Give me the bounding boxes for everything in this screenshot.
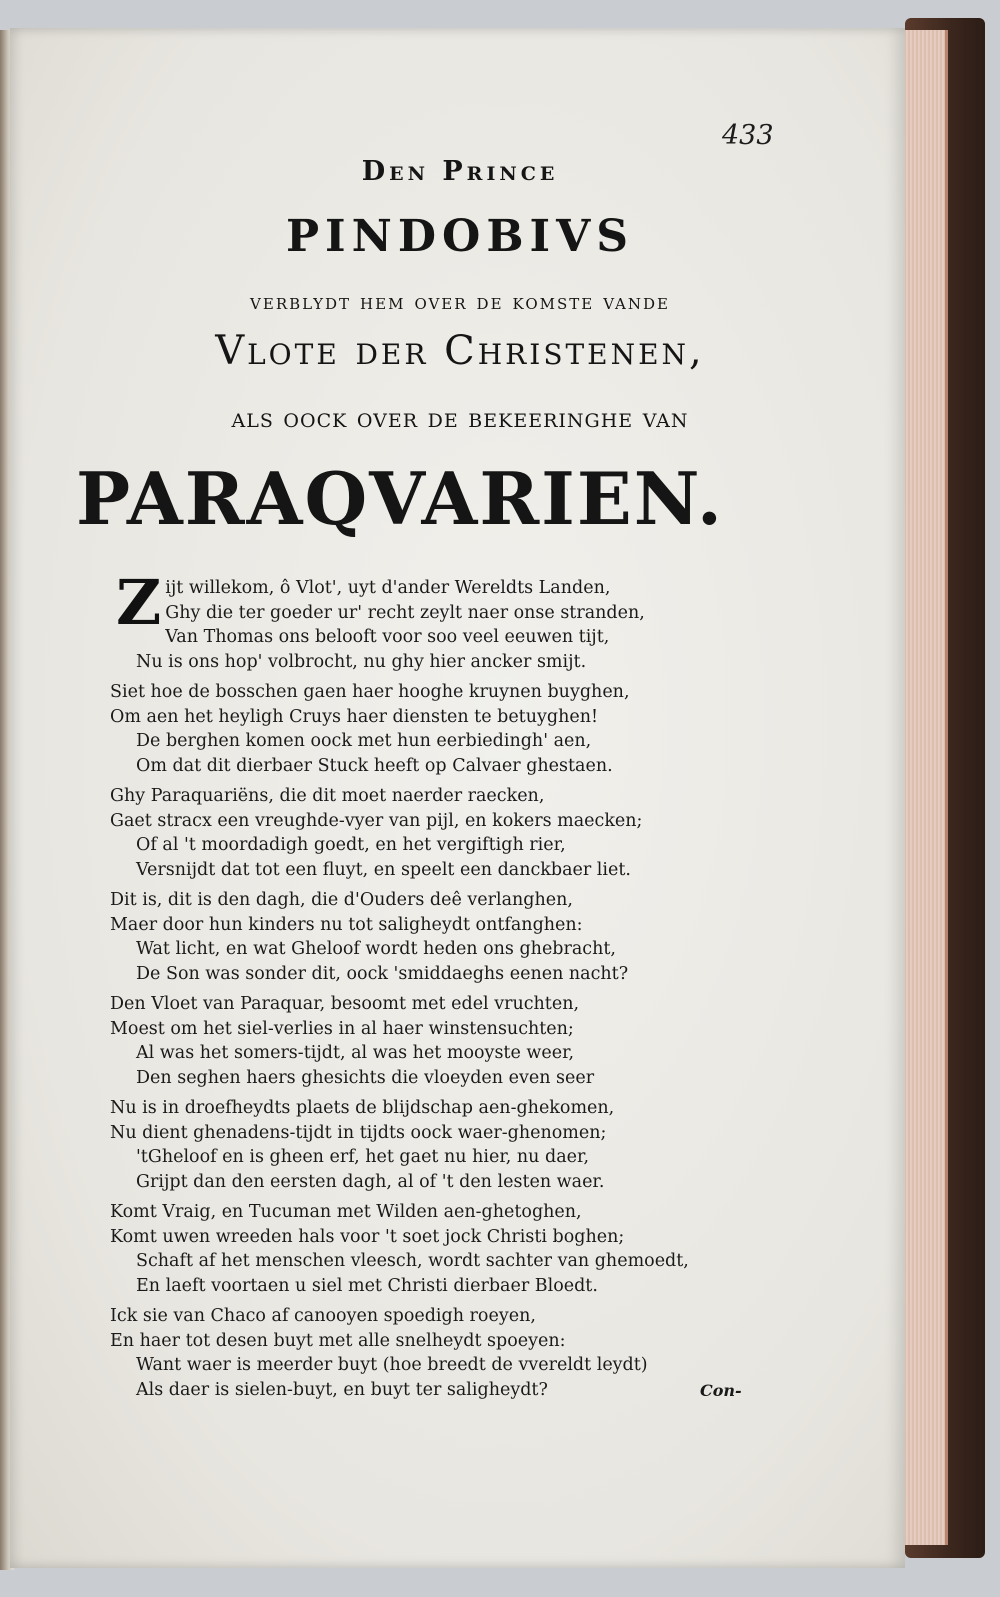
poem-line: Ghy die ter goeder ur' recht zeylt naer onse stranden, <box>165 602 645 623</box>
poem-line: Den seghen haers ghesichts die vloeyden even seer <box>136 1067 595 1088</box>
stanza <box>110 1304 730 1402</box>
poem-line: Dit is, dit is den dagh, die d'Ouders deê verlanghen, <box>110 890 573 910</box>
poem-line: Nu is ons hop' volbrocht, nu ghy hier ancker smijt. <box>136 651 587 672</box>
stanza <box>110 1200 730 1298</box>
stanza <box>110 888 730 986</box>
poem-line: Versnijdt dat tot een fluyt, en speelt een danckbaer liet. <box>136 859 631 880</box>
heading-line-4: Vlote der Christenen, <box>215 328 705 374</box>
poem-line: Nu is in droefheydts plaets de blijdschap aen-ghekomen, <box>110 1098 615 1118</box>
poem-line: Ick sie van Chaco af canooyen spoedigh roeyen, <box>110 1306 536 1326</box>
poem-line: Gaet stracx een vreughde-vyer van pijl, en kokers maecken; <box>110 810 643 831</box>
poem-line: Om dat dit dierbaer Stuck heeft op Calvaer ghestaen. <box>136 755 613 776</box>
poem-line: Schaft af het menschen vleesch, wordt sachter van ghemoedt, <box>136 1251 689 1271</box>
catchword: Con- <box>700 1381 742 1400</box>
heading-line-3: verblydt hem over de komste vande <box>250 290 670 315</box>
poem-line: Grijpt dan den eersten dagh, al of 't den lesten waer. <box>136 1171 605 1192</box>
heading-line-6: PARAQVARIEN. <box>76 456 724 541</box>
poem-line: Ghy Paraquariëns, die dit moet naerder raecken, <box>110 786 545 806</box>
poem-line: Of al 't moordadigh goedt, en het vergiftigh rier, <box>136 835 566 855</box>
poem-line: Wat licht, en wat Gheloof wordt heden ons ghebracht, <box>136 939 616 959</box>
stanza <box>110 992 730 1090</box>
poem-line: De berghen komen oock met hun eerbiedingh' aen, <box>136 731 592 751</box>
poem-line: Want waer is meerder buyt (hoe breedt de vvereldt leydt) <box>136 1355 648 1375</box>
poem-line: Maer door hun kinders nu tot saligheydt ontfanghen: <box>110 914 583 935</box>
heading-line-5: als oock over de bekeeringhe van <box>231 403 689 434</box>
stanza <box>110 784 730 882</box>
poem-line: En haer tot desen buyt met alle snelheydt spoeyen: <box>110 1330 566 1351</box>
poem-line: Moest om het siel-verlies in al haer winstensuchten; <box>110 1018 574 1039</box>
poem-line: Nu dient ghenadens-tijdt in tijdts oock waer-ghenomen; <box>110 1122 607 1143</box>
stanza <box>110 680 730 778</box>
stanza <box>110 1096 730 1194</box>
poem-line: En laeft voortaen u siel met Christi dierbaer Bloedt. <box>136 1275 598 1296</box>
poem-line: De Son was sonder dit, oock 'smiddaeghs eenen nacht? <box>136 963 629 984</box>
poem-line: Siet hoe de bosschen gaen haer hooghe kruynen buyghen, <box>110 682 630 702</box>
page-number: 433 <box>722 120 774 151</box>
poem-line: Als daer is sielen-buyt, en buyt ter saligheydt? <box>136 1379 548 1400</box>
poem-line: Van Thomas ons belooft voor soo veel eeuwen tijt, <box>165 627 610 647</box>
poem-line: Den Vloet van Paraquar, besoomt met edel vruchten, <box>110 994 580 1014</box>
poem-line: ijt willekom, ô Vlot', uyt d'ander Wereldts Landen, <box>165 578 611 598</box>
heading-line-2: PINDOBIVS <box>285 211 635 262</box>
poem <box>110 566 730 1408</box>
poem-line: Komt uwen wreeden hals voor 't soet jock Christi boghen; <box>110 1226 625 1247</box>
poem-line: Komt Vraig, en Tucuman met Wilden aen-ghetoghen, <box>110 1202 582 1222</box>
poem-line: Al was het somers-tijdt, al was het mooyste weer, <box>136 1043 575 1063</box>
drop-cap: Z <box>116 566 162 639</box>
heading-line-1: Den Prince <box>361 156 559 187</box>
poem-line: 'tGheloof en is gheen erf, het gaet nu hier, nu daer, <box>136 1147 590 1167</box>
book-page <box>10 28 905 1568</box>
stanza <box>110 566 730 674</box>
poem-line: Om aen het heyligh Cruys haer diensten te betuyghen! <box>110 706 599 727</box>
